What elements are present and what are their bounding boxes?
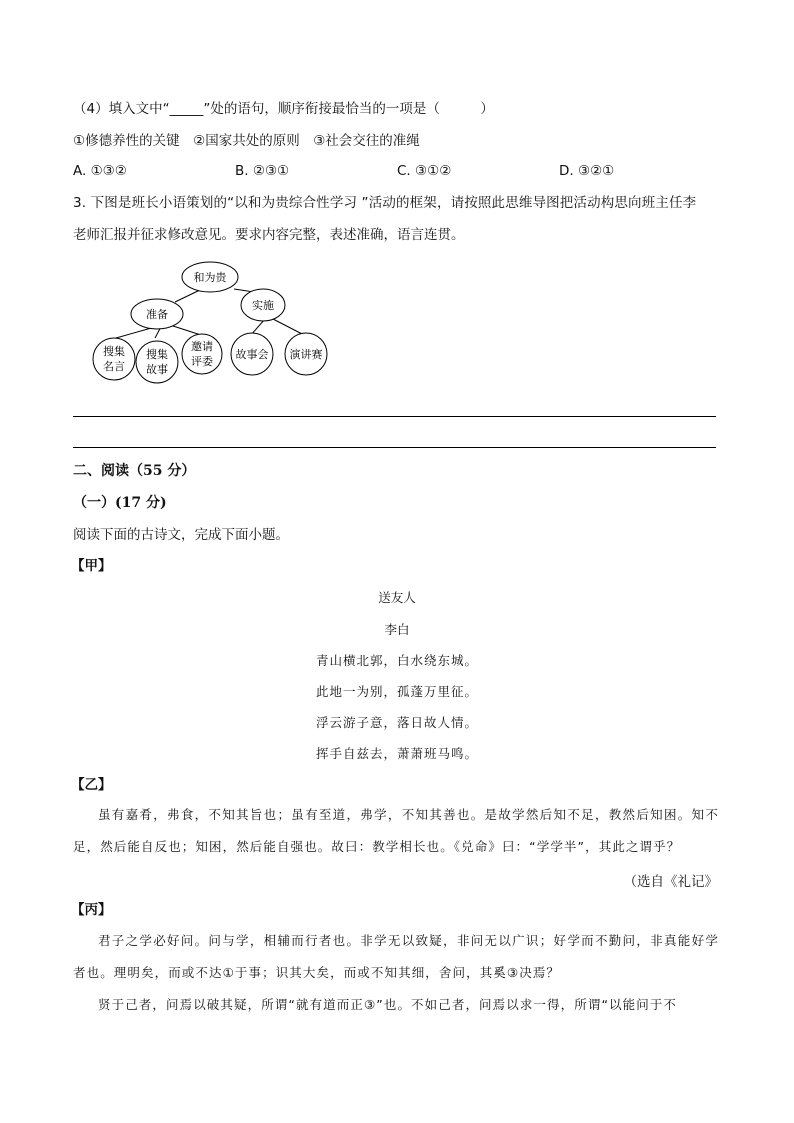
poem-title: 送友人 (378, 590, 416, 605)
q4-option-a: A. ①③② (73, 163, 127, 179)
node-leaf-1-line2: 名言 (103, 360, 125, 373)
section-2-instruction: 阅读下面的古诗文，完成下面小题。 (73, 527, 289, 543)
poem-author: 李白 (384, 622, 410, 637)
poem-line-3: 浮云游子意，落日故人情。 (315, 715, 478, 730)
node-leaf-2-line1: 搜集 (146, 348, 168, 361)
q3-line1: 3. 下图是班长小语策划的“以和为贵综合性学习 ”活动的框架，请按照此思维导图把活动构思向班主任李 (73, 195, 697, 211)
label-bing: 【丙】 (71, 902, 112, 918)
poem-line-2: 此地一为别，孤蓬万里征。 (315, 684, 478, 699)
node-leaf-5-label: 演讲赛 (289, 348, 323, 361)
label-jia: 【甲】 (71, 558, 112, 574)
label-yi: 【乙】 (71, 777, 112, 793)
node-leaf-3-line1: 邀请 (191, 340, 213, 353)
section-2-subtitle: （一）(17 分) (73, 495, 167, 511)
section-2-title: 二、阅读（55 分） (73, 463, 196, 479)
q4-option-b: B. ②③① (235, 163, 290, 179)
node-leaf-4-label: 故事会 (235, 348, 269, 361)
node-leaf-3-line2: 评委 (191, 355, 213, 368)
poem-line-4: 挥手自兹去，萧萧班马鸣。 (315, 746, 478, 761)
yi-source: （选自《礼记》 (623, 874, 718, 890)
node-leaf-1-line1: 搜集 (103, 345, 125, 358)
q4-stem: （4）填入文中“_____”处的语句，顺序衔接最恰当的一项是（ ） (73, 101, 494, 117)
bing-paragraph-1: 君子之学必好问。问与学，相辅而行者也。非学无以致疑，非问无以广识；好学而不勤问，非真能好学者也。理明矣，而或不达①于事；识其大矣，而或不知其细，舍问，其奚③决焉？ (73, 933, 719, 980)
node-impl-label: 实施 (252, 299, 274, 312)
q4-option-c: C. ③①② (397, 163, 452, 179)
q4-option-d: D. ③②① (559, 163, 615, 179)
q3-line2: 老师汇报并征求修改意见。要求内容完整，表述准确，语言连贯。 (73, 227, 465, 243)
mind-map-diagram (80, 258, 340, 384)
node-root-label: 和为贵 (193, 271, 227, 284)
node-leaf-2-line2: 故事 (146, 363, 168, 376)
bing-paragraph-2: 贤于己者，问焉以破其疑，所谓“就有道而正③”也。不如己者，问焉以求一得，所谓“以能问于不 (98, 997, 678, 1012)
answer-line-2[interactable] (73, 447, 716, 448)
answer-line-1[interactable] (73, 416, 716, 417)
q4-items: ①修德养性的关键 ②国家共处的原则 ③社会交往的准绳 (73, 133, 420, 149)
node-prep-label: 准备 (146, 308, 168, 321)
poem-line-1: 青山横北郭，白水绕东城。 (315, 653, 478, 668)
yi-text: 虽有嘉肴，弗食，不知其旨也；虽有至道，弗学，不知其善也。是故学然后知不足，教然后知困。知不足，然后能自反也；知困，然后能自强也。故曰：教学相长也。《兑命》曰：“学学半”，其此之谓乎？ (73, 807, 719, 854)
